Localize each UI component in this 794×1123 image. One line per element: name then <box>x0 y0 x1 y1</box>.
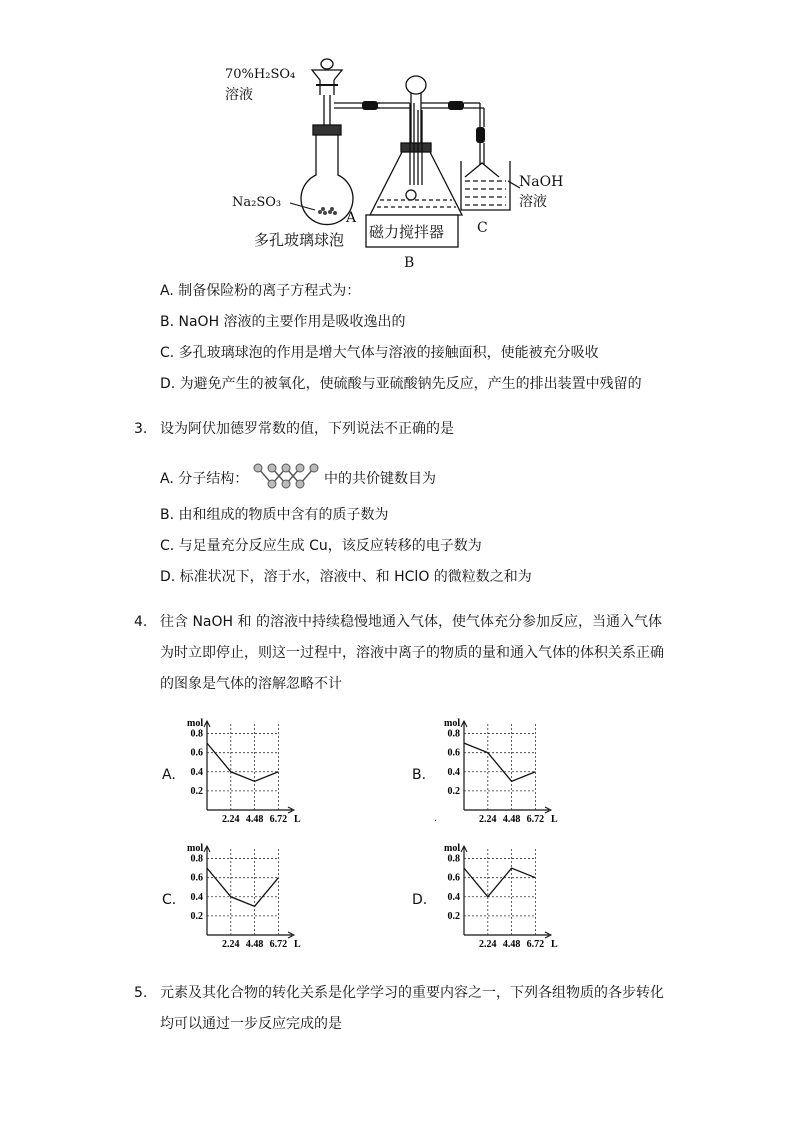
y-tick-label: 0.6 <box>190 747 203 759</box>
q2-option-d: D. 为避免产生的被氧化，使硫酸与亚硫酸钠先反应，产生的排出装置中残留的 <box>160 376 642 392</box>
x-tick-label: 2.24 <box>479 939 497 950</box>
round-bottom-flask-a <box>301 59 380 225</box>
q3-option-b: B. 由和组成的物质中含有的质子数为 <box>160 507 389 523</box>
q2-option-c: C. 多孔玻璃球泡的作用是增大气体与溶液的接触面积，使能被充分吸收 <box>160 345 599 361</box>
data-line <box>464 743 535 781</box>
q4-line-1: 往含 NaOH 和 的溶液中持续稳慢地通入气体，使气体充分参加反应，当通入气体 <box>160 614 662 630</box>
tube-connectors <box>362 101 485 143</box>
x-tick-label: 4.48 <box>502 814 521 825</box>
graph-label-d: D. <box>412 892 428 908</box>
y-tick-label: 0.8 <box>190 853 203 865</box>
graph-label-c: C. <box>162 892 177 908</box>
beaker-c <box>461 143 520 210</box>
q5-number: 5. <box>134 985 148 1001</box>
q5-line-1: 元素及其化合物的转化关系是化学学习的重要内容之一，下列各组物质的各步转化 <box>160 985 664 1001</box>
graph-a <box>180 716 300 834</box>
q2-option-a: A. 制备保险粉的离子方程式为： <box>160 283 361 299</box>
x-tick-label: 4.48 <box>502 939 521 950</box>
y-tick-label: 0.4 <box>447 891 460 903</box>
x-tick-label: 2.24 <box>222 939 240 950</box>
y-tick-label: 0.4 <box>190 766 203 778</box>
y-tick-label: 0.2 <box>190 785 203 797</box>
data-line <box>464 868 535 897</box>
label-naoh-solution: 溶液 <box>519 194 547 210</box>
graph-c <box>180 841 300 959</box>
x-tick-label: 2.24 <box>222 814 240 825</box>
label-reagent-h2so4: 70%H₂SO₄ <box>225 67 296 82</box>
y-axis-label: mol <box>444 718 461 729</box>
label-bubble: 多孔玻璃球泡 <box>254 231 345 249</box>
y-tick-label: 0.2 <box>447 910 460 922</box>
y-tick-label: 0.6 <box>447 872 460 884</box>
graph-label-b: B. <box>412 767 427 783</box>
q3-option-c: C. 与足量充分反应生成 Cu，该反应转移的电子数为 <box>160 538 482 554</box>
y-axis-label: mol <box>187 718 204 729</box>
y-tick-label: 0.2 <box>447 785 460 797</box>
na2so3-solid <box>318 207 337 215</box>
y-tick-label: 0.6 <box>447 747 460 759</box>
label-b: B <box>404 255 415 271</box>
q4-number: 4. <box>134 614 148 630</box>
x-axis-label: L <box>551 814 558 825</box>
y-axis-label: mol <box>187 843 204 854</box>
q3-option-a-prefix: A. 分子结构： <box>160 471 249 487</box>
y-tick-label: 0.8 <box>447 728 460 740</box>
q3-option-d: D. 标准状况下，溶于水，溶液中、和 HClO 的微粒数之和为 <box>160 569 532 585</box>
x-tick-label: 2.24 <box>479 814 497 825</box>
x-tick-label: 6.72 <box>526 939 545 950</box>
y-axis-label: mol <box>444 843 461 854</box>
q4-line-3: 的图象是气体的溶解忽略不计 <box>160 676 342 692</box>
graph-label-a: A. <box>162 767 176 783</box>
x-axis-label: L <box>551 939 558 950</box>
molecule-structure-icon <box>252 458 322 494</box>
x-tick-label: 6.72 <box>269 814 288 825</box>
data-line <box>207 868 278 906</box>
x-tick-label: 6.72 <box>526 814 545 825</box>
y-tick-label: 0.8 <box>190 728 203 740</box>
y-tick-label: 0.4 <box>447 766 460 778</box>
label-c: C <box>477 220 488 236</box>
x-axis-label: L <box>294 814 301 825</box>
conical-flask-b <box>370 76 484 215</box>
q3-number: 3. <box>134 421 148 437</box>
y-tick-label: 0.6 <box>190 872 203 884</box>
q2-option-b: B. NaOH 溶液的主要作用是吸收逸出的 <box>160 314 406 330</box>
label-stirrer: 磁力搅拌器 <box>369 223 445 241</box>
data-line <box>207 743 278 781</box>
q5-line-2: 均可以通过一步反应完成的是 <box>160 1016 342 1032</box>
x-tick-label: 6.72 <box>269 939 288 950</box>
y-tick-label: 0.4 <box>190 891 203 903</box>
label-naoh: NaOH <box>519 174 564 190</box>
label-reagent-solution: 溶液 <box>225 87 253 103</box>
label-na2so3: Na₂SO₃ <box>232 195 282 210</box>
label-a: A <box>346 210 357 226</box>
y-tick-label: 0.2 <box>190 910 203 922</box>
graph-d <box>437 841 557 959</box>
q4-line-2: 为时立即停止，则这一过程中，溶液中离子的物质的量和通入气体的体积关系正确 <box>160 645 664 661</box>
q3-option-a-suffix: 中的共价键数目为 <box>324 471 436 487</box>
x-tick-label: 4.48 <box>245 939 264 950</box>
x-tick-label: 4.48 <box>245 814 264 825</box>
y-tick-label: 0.8 <box>447 853 460 865</box>
q3-stem: 设为阿伏加德罗常数的值，下列说法不正确的是 <box>160 421 454 437</box>
stray-dot: . <box>434 813 438 824</box>
graph-b <box>437 716 557 834</box>
x-axis-label: L <box>294 939 301 950</box>
